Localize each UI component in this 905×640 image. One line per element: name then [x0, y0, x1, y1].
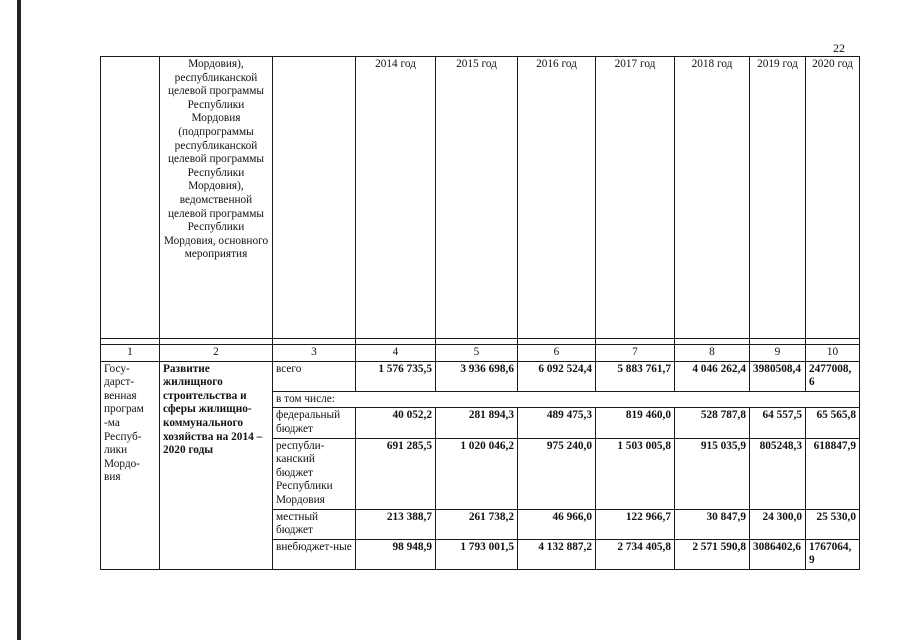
- row-label: в том числе:: [273, 391, 860, 408]
- value-cell: 98 948,9: [356, 539, 436, 569]
- value-cell: 4 046 262,4: [675, 361, 750, 391]
- year-2019: 2019 год: [750, 57, 806, 339]
- header-cell-empty: [101, 57, 160, 339]
- value-cell: 25 530,0: [806, 509, 860, 539]
- year-2017: 2017 год: [596, 57, 675, 339]
- value-cell: 1 503 005,8: [596, 438, 675, 509]
- value-cell: 489 475,3: [518, 408, 596, 438]
- value-cell: 975 240,0: [518, 438, 596, 509]
- value-cell: 2 734 405,8: [596, 539, 675, 569]
- value-cell: 5 883 761,7: [596, 361, 675, 391]
- program-status: Госу-дарст-венная програм -ма Респуб-лики Мордо-вия: [101, 361, 160, 569]
- page-binding-edge: [17, 0, 21, 640]
- value-cell: 1 576 735,5: [356, 361, 436, 391]
- column-number: 3: [273, 345, 356, 362]
- year-2018: 2018 год: [675, 57, 750, 339]
- value-cell: 3 936 698,6: [436, 361, 518, 391]
- value-cell: 618847,9: [806, 438, 860, 509]
- page-number: 22: [833, 41, 845, 55]
- year-2020: 2020 год: [806, 57, 860, 339]
- value-cell: 2477008,6: [806, 361, 860, 391]
- column-number: 2: [160, 345, 273, 362]
- year-2015: 2015 год: [436, 57, 518, 339]
- value-cell: 65 565,8: [806, 408, 860, 438]
- column-number: 10: [806, 345, 860, 362]
- value-cell: 2 571 590,8: [675, 539, 750, 569]
- value-cell: 805248,3: [750, 438, 806, 509]
- value-cell: 30 847,9: [675, 509, 750, 539]
- header-row: [101, 57, 860, 339]
- column-number: 5: [436, 345, 518, 362]
- header-cell-empty: [273, 57, 356, 339]
- value-cell: 528 787,8: [675, 408, 750, 438]
- column-number: 8: [675, 345, 750, 362]
- row-label: внебюджет-ные: [273, 539, 356, 569]
- year-2016: 2016 год: [518, 57, 596, 339]
- column-number: 7: [596, 345, 675, 362]
- budget-table: [100, 56, 860, 570]
- value-cell: 819 460,0: [596, 408, 675, 438]
- value-cell: 1 793 001,5: [436, 539, 518, 569]
- program-name: Развитие жилищного строительства и сферы жилищно-коммунального хозяйства на 2014 – 2020 годы: [160, 361, 273, 569]
- value-cell: 3980508,4: [750, 361, 806, 391]
- value-cell: 691 285,5: [356, 438, 436, 509]
- value-cell: 40 052,2: [356, 408, 436, 438]
- row-label: республи-канский бюджет Республики Мордовия: [273, 438, 356, 509]
- value-cell: 3086402,6: [750, 539, 806, 569]
- value-cell: 915 035,9: [675, 438, 750, 509]
- value-cell: 1 020 046,2: [436, 438, 518, 509]
- value-cell: 122 966,7: [596, 509, 675, 539]
- header-col2-text: Мордовия), республиканской целевой программы Республики Мордовия (подпрограммы республиканской целевой программы Республики Мордовия), ведомственной целевой программы Республики Мордовия, основного мероприятия: [160, 57, 273, 339]
- year-2014: 2014 год: [356, 57, 436, 339]
- column-number-row: [101, 345, 860, 362]
- table-row-total: [101, 361, 860, 391]
- value-cell: 4 132 887,2: [518, 539, 596, 569]
- column-number: 4: [356, 345, 436, 362]
- value-cell: 261 738,2: [436, 509, 518, 539]
- value-cell: 213 388,7: [356, 509, 436, 539]
- value-cell: 1767064,9: [806, 539, 860, 569]
- row-label: местный бюджет: [273, 509, 356, 539]
- column-number: 9: [750, 345, 806, 362]
- value-cell: 46 966,0: [518, 509, 596, 539]
- column-number: 1: [101, 345, 160, 362]
- column-number: 6: [518, 345, 596, 362]
- value-cell: 24 300,0: [750, 509, 806, 539]
- value-cell: 6 092 524,4: [518, 361, 596, 391]
- row-label: всего: [273, 361, 356, 391]
- row-label: федеральный бюджет: [273, 408, 356, 438]
- value-cell: 281 894,3: [436, 408, 518, 438]
- value-cell: 64 557,5: [750, 408, 806, 438]
